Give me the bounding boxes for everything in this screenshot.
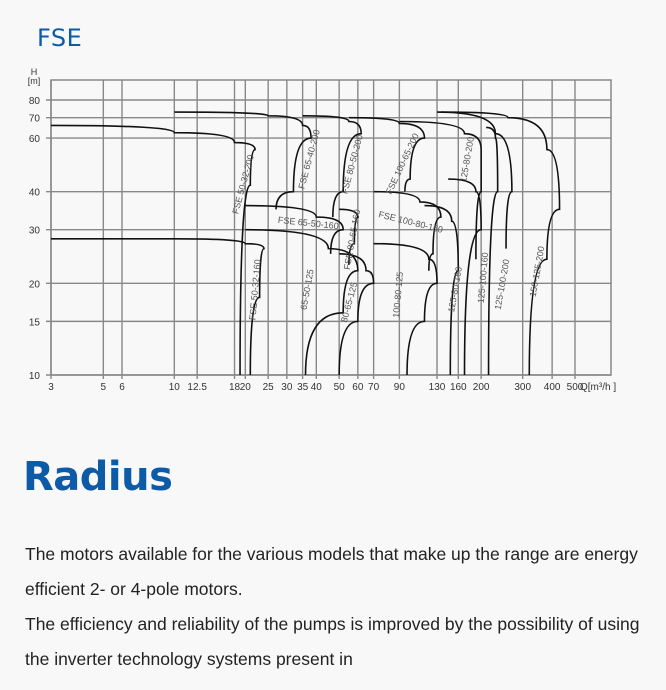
curve-label: 125-80-200 <box>458 135 476 184</box>
curve-label: FSE 80-50-200 <box>339 133 365 196</box>
curve-label: 150-125-200 <box>527 245 547 298</box>
description-text <box>25 537 655 677</box>
curve-label: 100-80-125 <box>391 271 405 319</box>
x-tick-label: 3 <box>48 382 54 393</box>
curve-label: FSE 80-65-160 <box>341 208 363 271</box>
x-tick-label: 12.5 <box>187 382 207 393</box>
y-tick-label: 10 <box>28 371 40 382</box>
x-tick-label: 40 <box>310 382 322 393</box>
curve-label: FSE 65-40-200 <box>296 128 322 191</box>
chart-title: FSE <box>37 24 83 52</box>
paragraph-2: The efficiency and reliability of the pumps is improved by the possibility of using the inverter technology systems present in <box>25 614 640 669</box>
curve-label: 125-100-160 <box>475 251 491 304</box>
y-tick-label: 40 <box>28 187 40 199</box>
y-axis-label: H <box>30 67 38 77</box>
x-tick-label: 300 <box>514 382 532 393</box>
curve-label: 80-65-125 <box>338 281 360 324</box>
curve-labels <box>230 128 546 323</box>
curve-label: FSE 100-80-160 <box>377 209 444 235</box>
x-tick-label: 20 <box>239 382 251 393</box>
curve-label: FSE 100-65-200 <box>383 131 421 196</box>
pump-curve <box>437 112 512 249</box>
curve-label: FSE 50-32-160 <box>247 258 263 321</box>
pump-curve <box>51 125 255 375</box>
x-tick-label: 130 <box>428 382 446 393</box>
section-heading: Radius <box>23 454 173 500</box>
y-tick-label: 80 <box>28 96 40 107</box>
y-tick-label: 70 <box>28 113 40 125</box>
x-tick-label: 400 <box>543 382 561 393</box>
y-tick-label: 60 <box>28 134 40 146</box>
y-tick-label: 30 <box>28 225 40 237</box>
svg-text:[m]: [m] <box>27 76 41 86</box>
x-tick-label: 90 <box>393 382 405 393</box>
x-tick-label: 50 <box>333 382 345 393</box>
y-tick-label: 20 <box>28 279 40 291</box>
x-axis-label: Q[m³/h ] <box>580 382 617 393</box>
x-tick-label: 200 <box>472 382 490 393</box>
pump-curve <box>374 244 437 375</box>
curve-label: FSE 50-32-200 <box>230 153 256 216</box>
x-tick-label: 70 <box>368 382 380 393</box>
performance-chart <box>0 60 666 400</box>
x-tick-label: 25 <box>262 382 274 393</box>
x-tick-label: 500 <box>566 382 584 393</box>
x-tick-label: 35 <box>297 382 309 393</box>
x-tick-label: 160 <box>449 382 467 393</box>
curve-label: 65-50-125 <box>298 268 316 311</box>
x-tick-label: 10 <box>168 382 180 393</box>
x-tick-label: 60 <box>352 382 364 393</box>
x-tick-label: 30 <box>281 382 293 393</box>
curve-label: 125-80-160 <box>446 265 464 314</box>
y-tick-label: 15 <box>28 317 40 329</box>
paragraph-1: The motors available for the various models that make up the range are energy efficient 2- or 4-pole motors. <box>25 544 638 599</box>
curve-label: FSE 65-50-160 <box>277 214 340 232</box>
pump-curve <box>486 127 498 375</box>
x-tick-label: 6 <box>119 382 125 393</box>
x-tick-label: 18 <box>228 382 241 393</box>
x-tick-label: 5 <box>100 382 107 393</box>
pump-curve <box>51 239 264 375</box>
curve-label: 125-100-200 <box>492 258 512 311</box>
